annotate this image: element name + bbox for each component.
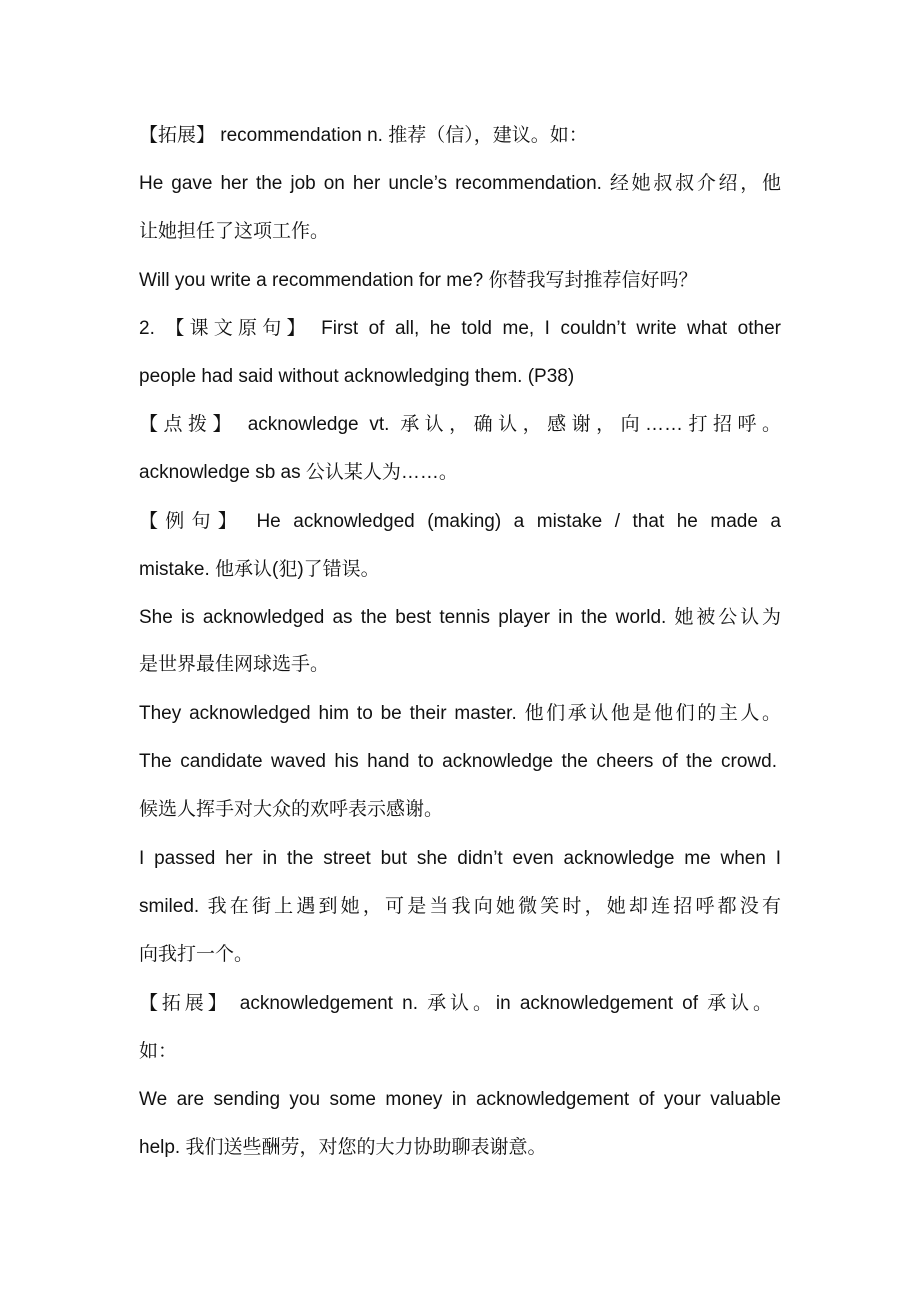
text-line: 如： xyxy=(139,1041,178,1062)
text-line: Will you write a recommendation for me? 你替我写封推荐信好吗？ xyxy=(139,270,698,291)
text-line: 让她担任了这项工作。 xyxy=(139,221,330,242)
text-line: acknowledge sb as 公认某人为……。 xyxy=(139,462,458,483)
text-line: 2. 【课文原句】 First of all, he told me, I couldn’t write what other xyxy=(139,318,781,339)
text-line: She is acknowledged as the best tennis player in the world. 她被公认为 xyxy=(139,607,781,628)
text-line: 【拓展】 recommendation n. 推荐（信），建议。如： xyxy=(139,125,588,146)
text-line: 是世界最佳网球选手。 xyxy=(139,654,330,675)
text-line: I passed her in the street but she didn’t even acknowledge me when I xyxy=(139,848,781,869)
text-line: 候选人挥手对大众的欢呼表示感谢。 xyxy=(139,799,444,820)
text-line: smiled. 我在街上遇到她，可是当我向她微笑时，她却连招呼都没有 xyxy=(139,896,781,917)
text-line: He gave her the job on her uncle’s recommendation. 经她叔叔介绍，他 xyxy=(139,173,781,194)
text-line: We are sending you some money in acknowledgement of your valuable xyxy=(139,1089,781,1110)
text-line: 【点拨】 acknowledge vt. 承认，确认，感谢，向……打招呼。 xyxy=(139,414,781,435)
text-line: mistake. 他承认(犯)了错误。 xyxy=(139,559,380,580)
text-line: The candidate waved his hand to acknowledge the cheers of the crowd. xyxy=(139,751,777,772)
text-line: 【拓展】 acknowledgement n. 承认。in acknowledgement of 承认。 xyxy=(139,993,772,1014)
text-line: help. 我们送些酬劳，对您的大力协助聊表谢意。 xyxy=(139,1137,547,1158)
text-line: 向我打一个。 xyxy=(139,944,254,965)
text-line: They acknowledged him to be their master. 他们承认他是他们的主人。 xyxy=(139,703,781,724)
text-line: people had said without acknowledging them. (P38) xyxy=(139,366,575,387)
text-line: 【例句】 He acknowledged (making) a mistake / that he made a xyxy=(139,511,781,532)
